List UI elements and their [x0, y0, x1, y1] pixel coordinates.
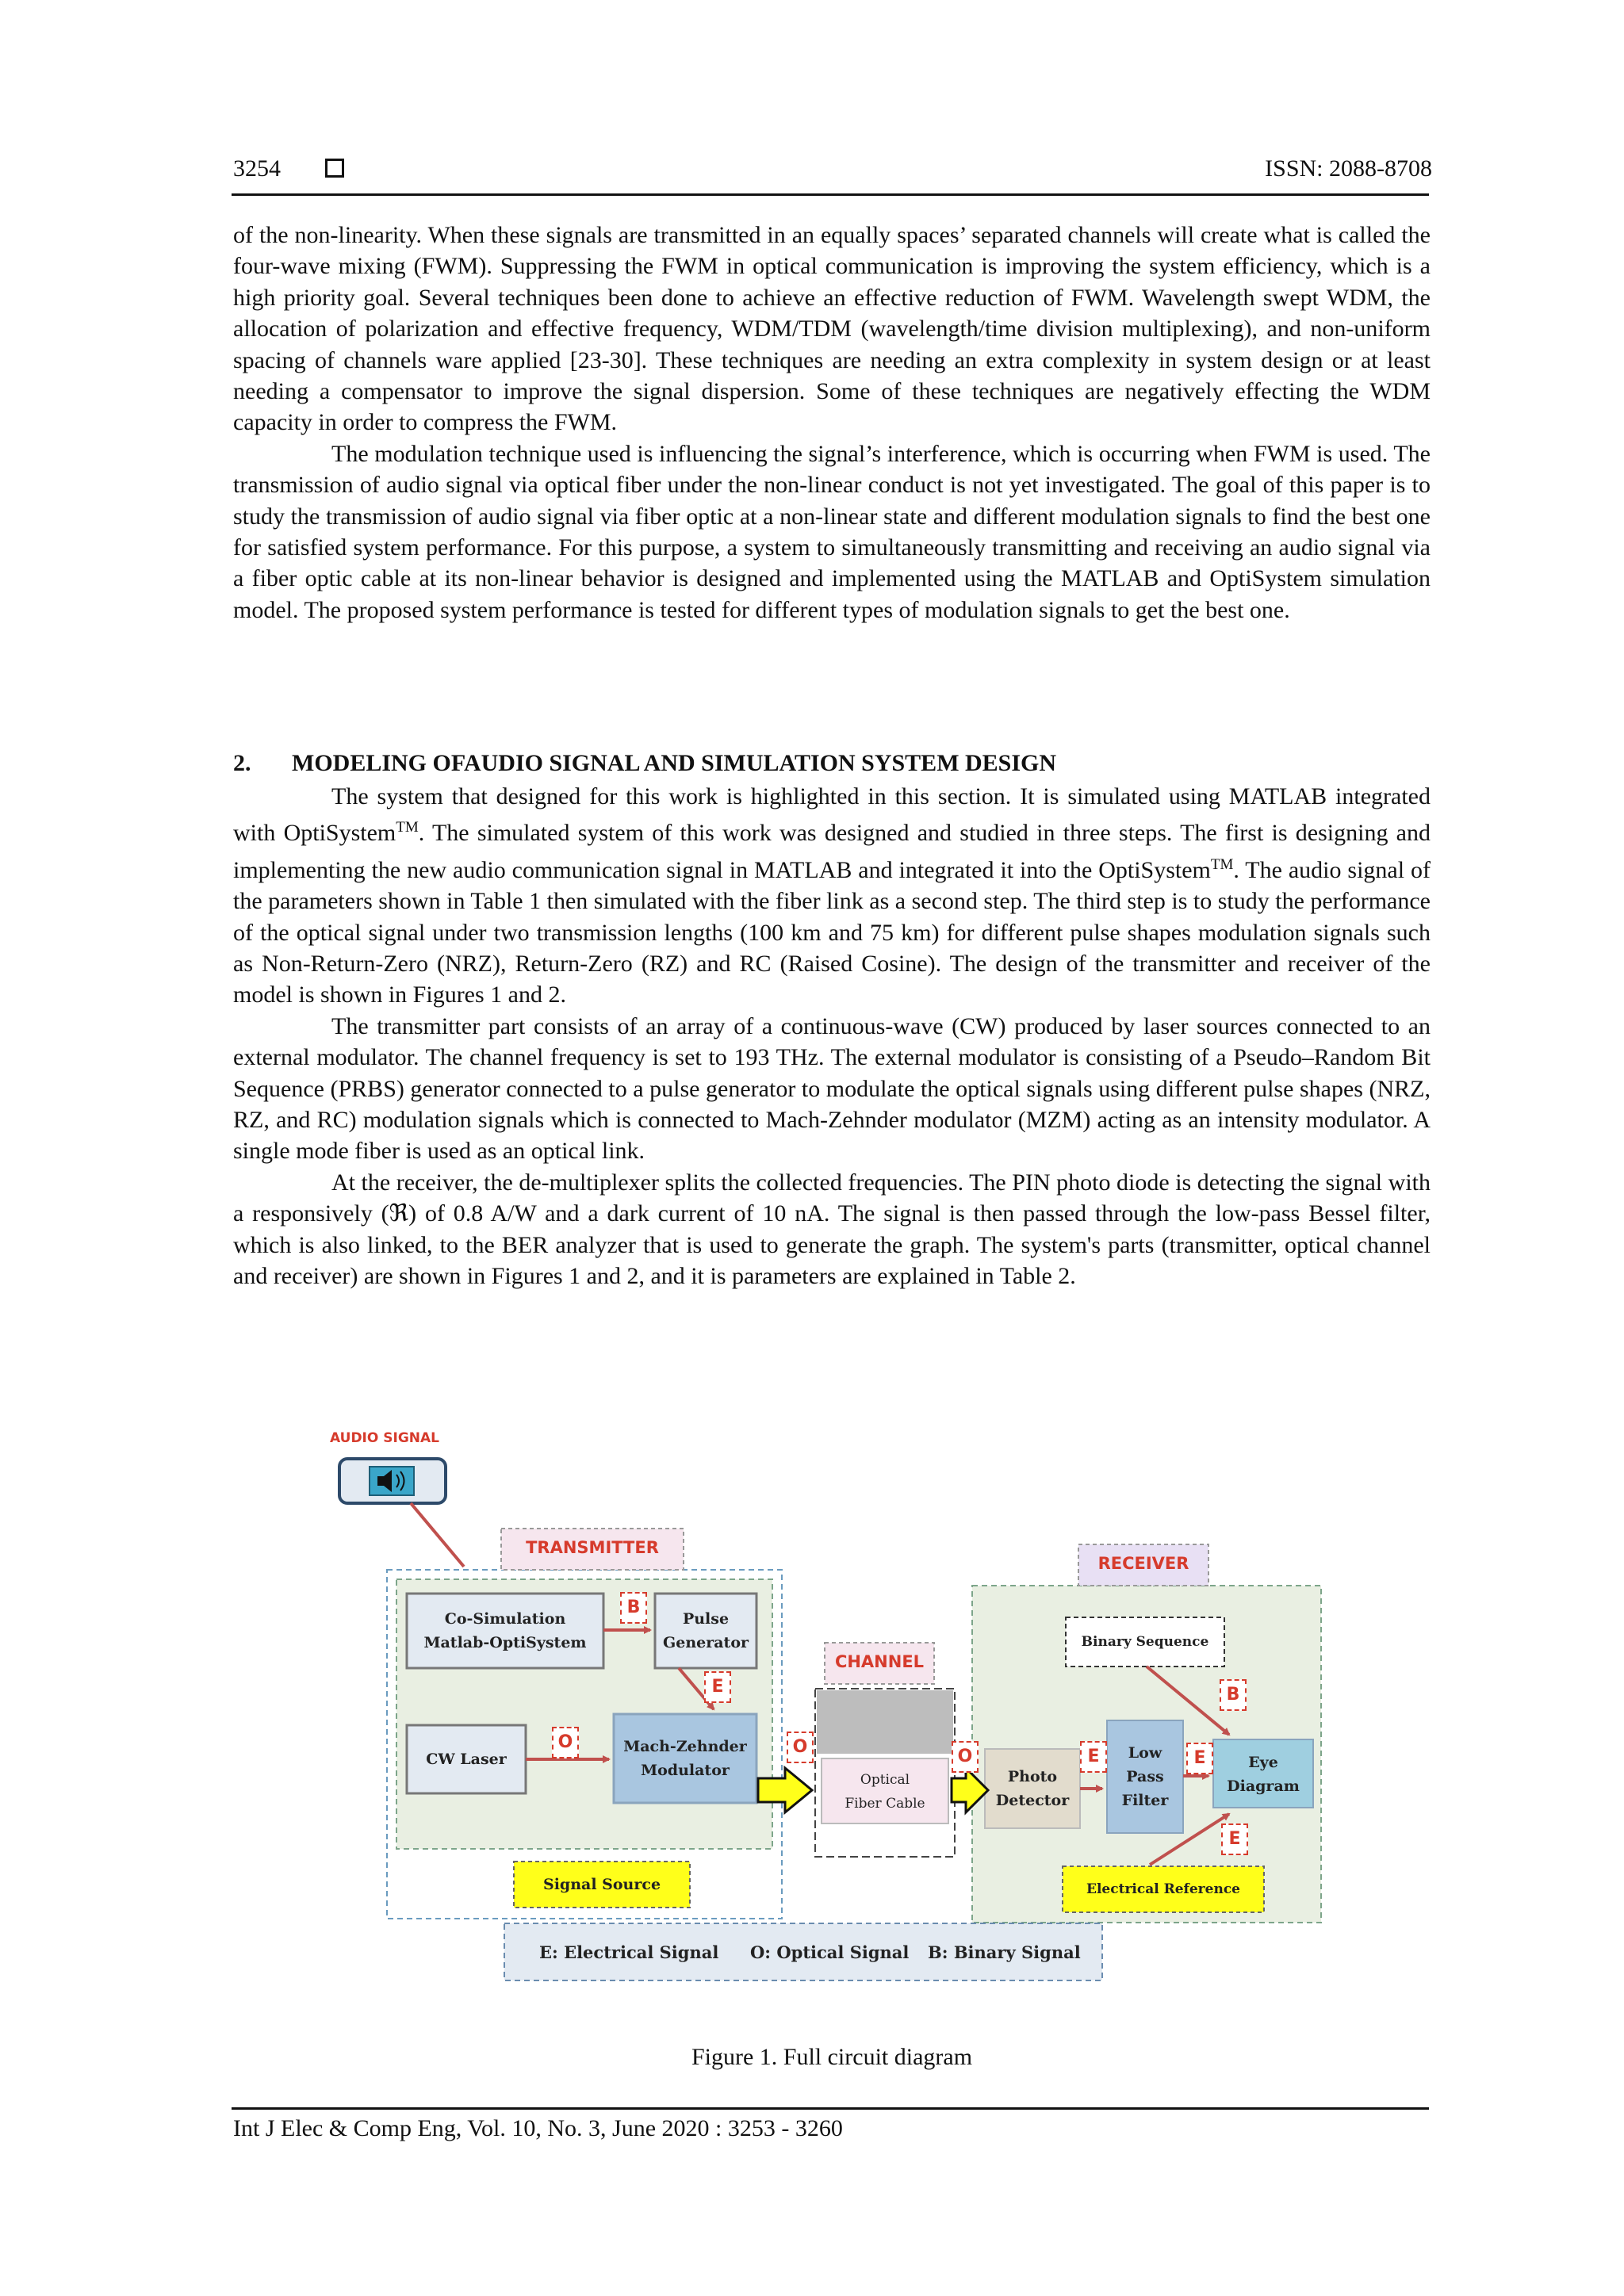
header-square-icon [325, 159, 344, 178]
section-number: 2. [233, 750, 251, 776]
eye-diagram-text: Eye Diagram [1227, 1754, 1300, 1795]
pulse-generator-text: Pulse Generator [663, 1610, 749, 1651]
figure-caption: Figure 1. Full circuit diagram [691, 2044, 973, 2070]
tag-electrical: E [704, 1671, 731, 1703]
legend-electrical: E: Electrical Signal [539, 1942, 719, 1962]
signal-source-label: Signal Source [542, 1876, 661, 1893]
section-heading [233, 750, 1056, 777]
channel-label: CHANNEL [834, 1652, 925, 1671]
photo-detector-text: Photo Detector [995, 1768, 1070, 1809]
fiber-text: Optical Fiber Cable [845, 1772, 925, 1812]
low-pass-filter-text: Low Pass Filter [1121, 1744, 1169, 1809]
paragraph: of the non-linearity. When these signals are transmitted in an equally spaces’ separated channels will create what is called the four-wave mixing (FWM). Suppressing the FWM in optical communication is improving the system efficiency, which is a high priority goal. Several techniques been done to achieve an effective reduction of FWM. Wavelength swept WDM, the allocation of polarization and effective frequency, WDM/TDM (wavelength/time division multiplexing), and non-uniform spacing of channels ware applied [23-30]. These techniques are needing an extra complexity in system design or at least needing a compensator to improve the signal dispersion. Some of these techniques are negatively effecting the WDM capacity in order to compress the FWM. [233, 222, 1431, 436]
paragraph: The modulation technique used is influencing the signal’s interference, which is occurring when FWM is used. The transmission of audio signal via optical fiber under the non-linear conduct is not yet investigated. The goal of this paper is to study the transmission of audio signal via fiber optic at a non-linear state and different modulation signals to find the best one for satisfied system performance. For this purpose, a system to simultaneously transmitting and receiving an audio signal via a fiber optic cable at its non-linear behavior is designed and implemented using the MATLAB and OptiSystem simulation model. The proposed system performance is tested for different types of modulation signals to get the best one. [233, 440, 1431, 623]
header-rule [232, 193, 1429, 196]
circuit-diagram-graphics [317, 1427, 1340, 2014]
tag-electrical: E [1186, 1743, 1213, 1774]
fiber-channel-gradient [817, 1690, 953, 1754]
tag-optical: O [552, 1727, 579, 1758]
electrical-reference-label: Electrical Reference [1086, 1881, 1240, 1897]
cw-laser-text: CW Laser [426, 1751, 507, 1768]
tag-binary: B [1220, 1679, 1247, 1711]
legend-optical: O: Optical Signal [750, 1942, 910, 1962]
binary-sequence-text: Binary Sequence [1081, 1634, 1209, 1650]
paragraph: At the receiver, the de-multiplexer splits the collected frequencies. The PIN photo diode is detecting the signal with a responsively (ℜ) of 0.8 A/W and a dark current of 10 nA. The signal is then passed through the low-pass Bessel filter, which is also linked, to the BER analyzer that is used to generate the graph. The system's parts (transmitter, optical channel and receiver) are shown in Figures 1 and 2, and it is parameters are explained in Table 2. [233, 1169, 1431, 1290]
paragraph: The system that designed for this work is highlighted in this section. It is simulated using MATLAB integrated with OptiSystem™. The simulated system of this work was designed and studied in three steps. The first is designing and implementing the new audio communication signal in MATLAB and integrated it into the OptiSystem™. The audio signal of the parameters shown in Table 1 then simulated with the fiber link as a second step. The third step is to study the performance of the optical signal under two transmission lengths (100 km and 75 km) for different pulse shapes modulation signals such as Non-Return-Zero (NRZ), Return-Zero (RZ) and RC (Raised Cosine). The design of the transmitter and receiver of the model is shown in Figures 1 and 2. [233, 783, 1431, 1008]
tag-optical: O [787, 1732, 814, 1763]
circuit-diagram [317, 1427, 1340, 2014]
tag-optical: O [952, 1741, 979, 1773]
footer-citation: Int J Elec & Comp Eng, Vol. 10, No. 3, June 2020 : 3253 - 3260 [233, 2115, 843, 2141]
page-number: 3254 [233, 155, 281, 182]
section-title: MODELING OFAUDIO SIGNAL AND SIMULATION SYSTEM DESIGN [292, 750, 1057, 776]
issn: ISSN: 2088-8708 [1265, 155, 1432, 182]
tag-binary: B [620, 1592, 647, 1624]
paragraph: The transmitter part consists of an array of a continuous-wave (CW) produced by laser sources connected to an external modulator. The channel frequency is set to 193 THz. The external modulator is consisting of a Pseudo–Random Bit Sequence (PRBS) generator connected to a pulse generator to modulate the optical signals using different pulse shapes (NRZ, RZ, and RC) modulation signals which is connected to Mach-Zehnder modulator (MZM) acting as an intensity modulator. A single mode fiber is used as an optical link. [233, 1012, 1431, 1165]
receiver-label: RECEIVER [1097, 1554, 1189, 1573]
tag-electrical: E [1080, 1741, 1107, 1773]
tag-electrical: E [1221, 1823, 1248, 1855]
transmitter-label: TRANSMITTER [526, 1538, 659, 1557]
intro-text [233, 220, 1431, 626]
cosim-text: Co-Simulation Matlab-OptiSystem [423, 1610, 587, 1651]
legend-binary: B: Binary Signal [928, 1942, 1081, 1962]
footer-rule [232, 2107, 1429, 2110]
section-text [233, 781, 1431, 1292]
audio-signal-label: AUDIO SIGNAL [330, 1430, 439, 1446]
mz-modulator-text: Mach-Zehnder Modulator [623, 1738, 747, 1779]
